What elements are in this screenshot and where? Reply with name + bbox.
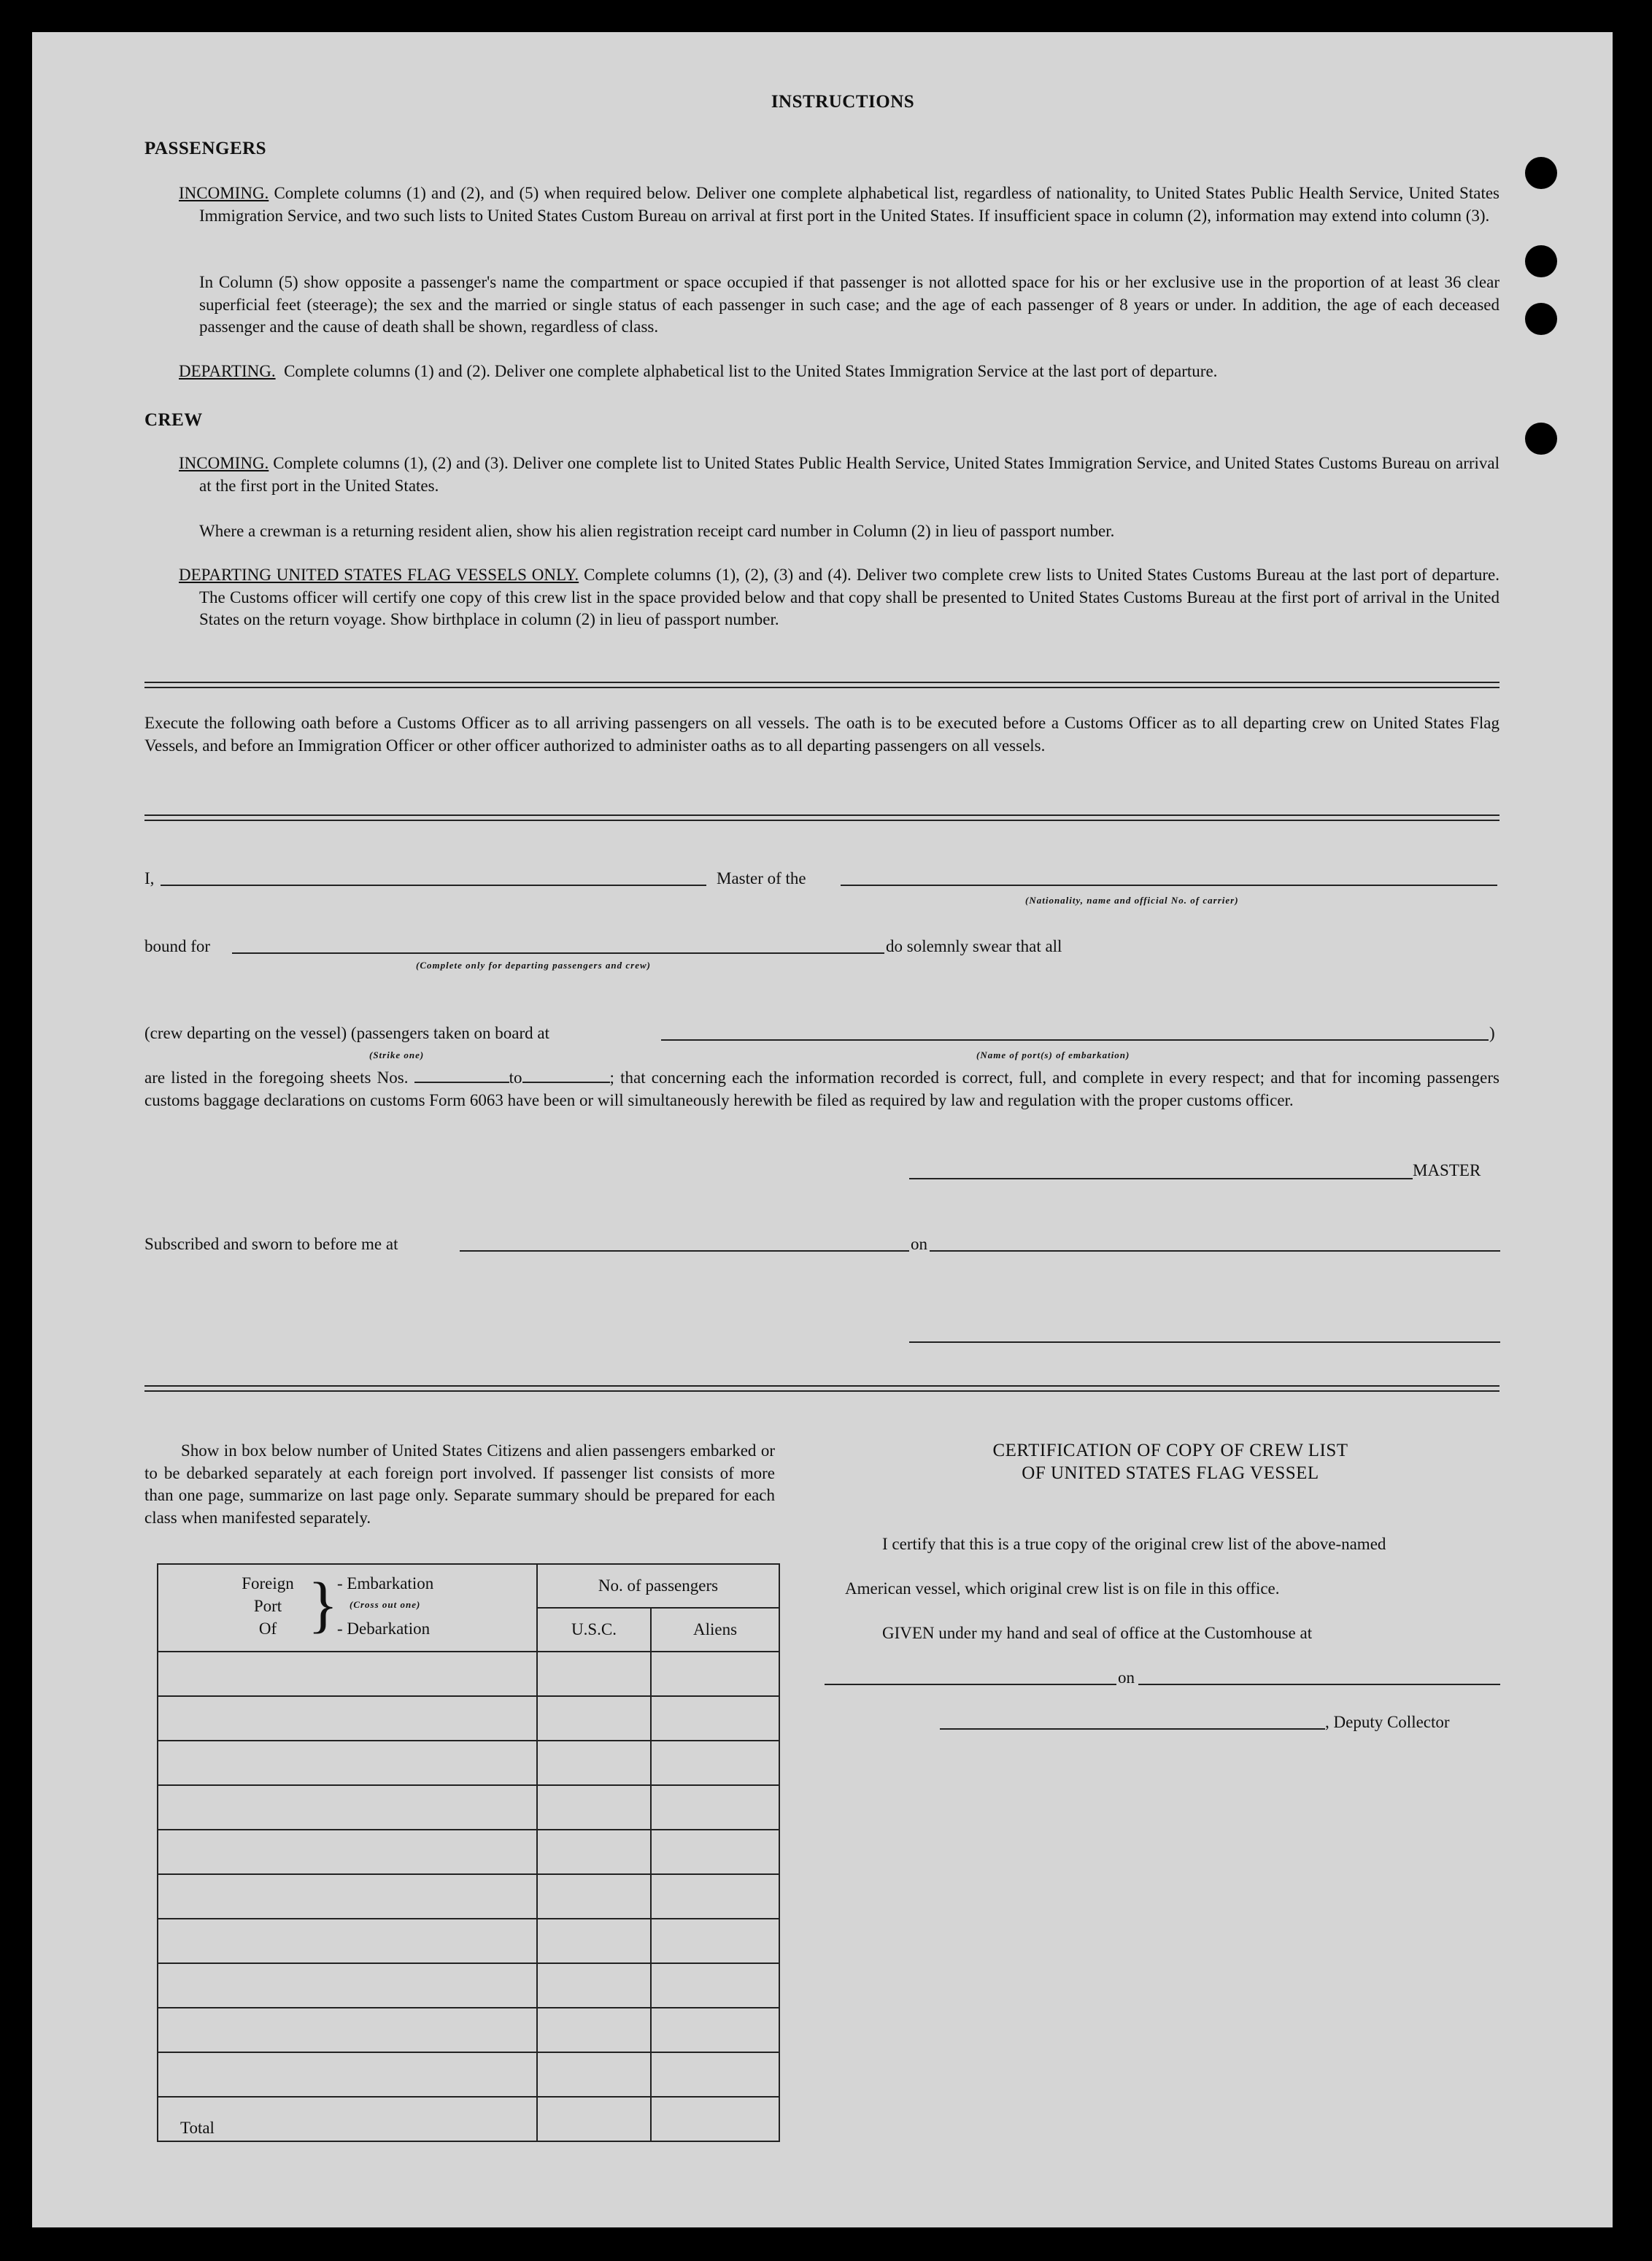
certify-date-field[interactable]: [1138, 1684, 1500, 1685]
label: DEPARTING.: [179, 362, 276, 380]
sheet-to-field[interactable]: [522, 1082, 610, 1083]
port-caption: (Name of port(s) of embarkation): [976, 1049, 1130, 1060]
divider: [144, 814, 1499, 821]
port-cell[interactable]: [158, 1785, 537, 1830]
table-row: [158, 1963, 779, 2008]
table-row: [158, 1696, 779, 1741]
total-row: [158, 2097, 779, 2141]
crew-departing: [179, 564, 1500, 631]
table-row: [158, 2052, 779, 2097]
text: Complete columns (1) and (2), and (5) when required below. Deliver one complete alphabetical list, regardless of nationality, to United States Public Health Service, United States Immigration Service, and two such lists to United States Custom Bureau on arrival at first port in the United States. If insufficient space in column (2), information may extend into column (3).: [199, 184, 1499, 225]
port-cell[interactable]: [158, 1919, 537, 1963]
aliens-cell[interactable]: [651, 2097, 779, 2141]
on-label: on: [911, 1235, 927, 1253]
text: Of: [258, 1619, 277, 1638]
aliens-cell[interactable]: [651, 1830, 779, 1874]
aliens-cell[interactable]: [651, 1874, 779, 1919]
usc-cell[interactable]: [537, 1874, 651, 1919]
aliens-cell[interactable]: [651, 1741, 779, 1785]
aliens-cell[interactable]: [651, 1785, 779, 1830]
port-cell[interactable]: [158, 2008, 537, 2052]
label: INCOMING.: [179, 454, 269, 472]
brace-icon: }: [308, 1569, 339, 1639]
aliens-cell[interactable]: [651, 2052, 779, 2097]
label: DEPARTING UNITED STATES FLAG VESSELS ONLY.: [179, 566, 579, 584]
carrier-caption: (Nationality, name and official No. of carrier): [1025, 895, 1239, 906]
text: are listed in the foregoing sheets Nos.: [144, 1068, 409, 1087]
usc-cell[interactable]: [537, 1963, 651, 2008]
port-cell[interactable]: [158, 1696, 537, 1741]
text: Complete columns (1), (2), (3) and (4). Deliver two complete crew lists to United States Customs Bureau at the last port of departure. The Customs officer will certify one copy of this crew list in the space provided below and that copy shall be presented to United States Customs Bureau at the first port of arrival in the United States on the return voyage. Show birthplace in column (2) in lieu of passport number.: [199, 566, 1500, 628]
passengers-heading: PASSENGERS: [144, 139, 267, 158]
text: to: [509, 1068, 522, 1087]
cross-out-caption: (Cross out one): [350, 1599, 421, 1610]
usc-cell[interactable]: [537, 2052, 651, 2097]
usc-cell[interactable]: [537, 1696, 651, 1741]
oath-intro: Execute the following oath before a Customs Officer as to all arriving passengers on all vessels. The oath is to be executed before a Customs Officer as to all departing crew on United States Flag Vessels, and before an Immigration Officer or other officer authorized to administer oaths as to all departing passengers on all vessels.: [144, 714, 1499, 755]
officer-signature-field[interactable]: [909, 1341, 1500, 1343]
table-row: [158, 1830, 779, 1874]
text: Port: [253, 1597, 282, 1615]
port-cell[interactable]: [158, 2052, 537, 2097]
heading-line: OF UNITED STATES FLAG VESSEL: [1022, 1463, 1319, 1483]
no-passengers-header: No. of passengers: [537, 1564, 779, 1608]
passengers-incoming: [179, 182, 1499, 227]
passenger-summary-table: [157, 1563, 780, 2142]
usc-cell[interactable]: [537, 1652, 651, 1696]
oath-i: I,: [144, 869, 155, 887]
embarkation-label: - Embarkation: [337, 1574, 434, 1592]
usc-cell[interactable]: [537, 2008, 651, 2052]
table-row: [158, 1874, 779, 1919]
close-paren: ): [1489, 1024, 1495, 1042]
crew-incoming: [179, 452, 1499, 497]
table-row: [158, 1919, 779, 1963]
aliens-cell[interactable]: [651, 1963, 779, 2008]
table-row: [158, 1785, 779, 1830]
port-header: [158, 1564, 537, 1652]
port-cell[interactable]: [158, 1963, 537, 2008]
aliens-cell[interactable]: [651, 1919, 779, 1963]
on-label: on: [1118, 1668, 1135, 1687]
usc-cell[interactable]: [537, 1830, 651, 1874]
aliens-cell[interactable]: [651, 2008, 779, 2052]
certify-line: American vessel, which original crew list is on file in this office.: [845, 1579, 1280, 1598]
aliens-cell[interactable]: [651, 1696, 779, 1741]
text: ; that concerning each the information recorded is correct, full, and complete in every respect; and that for incoming passengers customs baggage declarations on customs Form 6063 have been or will simultaneously herewith be filed as required by law and regulation with the proper customs officer.: [144, 1068, 1499, 1109]
text: Complete columns (1) and (2). Deliver one complete alphabetical list to the United States Immigration Service at the last port of departure.: [284, 362, 1218, 380]
punch-hole: [1525, 423, 1557, 455]
port-cell[interactable]: [158, 1652, 537, 1696]
deputy-collector-label: , Deputy Collector: [1325, 1713, 1450, 1731]
passengers-column5: In Column (5) show opposite a passenger's name the compartment or space occupied if that passenger is not allotted space for his or her exclusive use in the proportion of at least 36 clear superficial feet (steerage); the sex and the married or single status of each passenger in such case; and the age of each passenger of 8 years or under. In addition, the age of each deceased passenger and the cause of death shall be shown, regardless of class.: [199, 273, 1499, 336]
carrier-field[interactable]: [841, 885, 1497, 886]
table-row: [158, 1652, 779, 1696]
port-cell[interactable]: Total: [158, 2097, 537, 2141]
table-row: [158, 1741, 779, 1785]
summary-instructions: Show in box below number of United States Citizens and alien passengers embarked or to be debarked separately at each foreign port involved. If passenger list consists of more than one page, summarize on last page only. Separate summary should be prepared for each class when manifested separately.: [144, 1441, 775, 1527]
strike-one-caption: (Strike one): [369, 1049, 425, 1060]
port-cell[interactable]: [158, 1741, 537, 1785]
usc-cell[interactable]: [537, 1785, 651, 1830]
table-row: [158, 2008, 779, 2052]
crew-heading: CREW: [144, 410, 203, 430]
aliens-header: Aliens: [651, 1608, 779, 1652]
crew-resident: Where a crewman is a returning resident alien, show his alien registration receipt card number in Column (2) in lieu of passport number.: [199, 522, 1115, 540]
text: Complete columns (1), (2) and (3). Deliver one complete list to United States Public Health Service, United States Immigration Service, and United States Customs Bureau on arrival at the first port in the United States.: [199, 454, 1499, 495]
crew-passengers-strike: (crew departing on the vessel) (passengers taken on board at: [144, 1024, 549, 1042]
deputy-signature-field[interactable]: [940, 1728, 1325, 1730]
bound-for-field[interactable]: [232, 952, 884, 954]
port-cell[interactable]: [158, 1874, 537, 1919]
usc-cell[interactable]: [537, 1741, 651, 1785]
punch-hole: [1525, 303, 1557, 335]
listed-statement: [144, 1067, 1499, 1112]
punch-hole: [1525, 245, 1557, 277]
sheet-from-field[interactable]: [414, 1082, 509, 1083]
certification-heading: [846, 1440, 1494, 1484]
master-label: MASTER: [1413, 1161, 1481, 1179]
given-line: GIVEN under my hand and seal of office at the Customhouse at: [882, 1624, 1313, 1642]
label: INCOMING.: [179, 184, 269, 202]
text: Foreign: [242, 1574, 294, 1592]
port-cell[interactable]: [158, 1830, 537, 1874]
sworn-place-field[interactable]: [460, 1250, 909, 1252]
bound-caption: (Complete only for departing passengers and crew): [416, 960, 651, 971]
master-of-the-label: Master of the: [717, 869, 806, 887]
debarkation-label: - Debarkation: [337, 1619, 431, 1638]
certify-line: I certify that this is a true copy of the original crew list of the above-named: [882, 1535, 1386, 1553]
subscribed-label: Subscribed and sworn to before me at: [144, 1235, 398, 1253]
divider: [144, 1385, 1499, 1392]
customhouse-field[interactable]: [825, 1684, 1116, 1685]
page-title: INSTRUCTIONS: [771, 92, 915, 112]
passengers-departing: [179, 361, 1499, 383]
bound-for-label: bound for: [144, 937, 211, 955]
punch-hole: [1525, 157, 1557, 189]
port-embarkation-field[interactable]: [661, 1039, 1489, 1041]
divider: [144, 682, 1499, 688]
master-signature-field[interactable]: [909, 1178, 1413, 1179]
swear-text: do solemnly swear that all: [886, 937, 1062, 955]
sworn-date-field[interactable]: [930, 1250, 1500, 1252]
usc-cell[interactable]: [537, 2097, 651, 2141]
aliens-cell[interactable]: [651, 1652, 779, 1696]
usc-cell[interactable]: [537, 1919, 651, 1963]
heading-line: CERTIFICATION OF COPY OF CREW LIST: [992, 1441, 1348, 1460]
master-name-field[interactable]: [161, 885, 706, 886]
usc-header: U.S.C.: [537, 1608, 651, 1652]
